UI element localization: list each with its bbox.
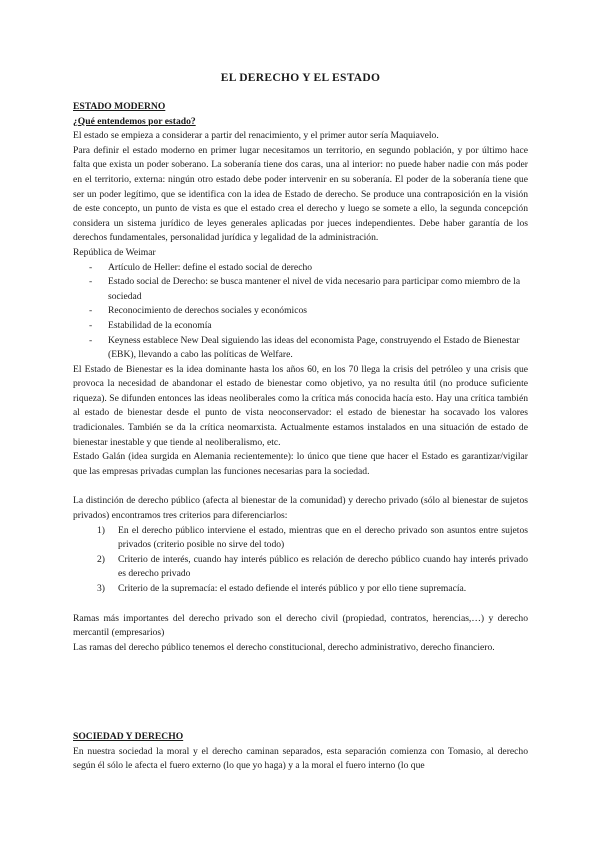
list-item: - Estado social de Derecho: se busca mantener el nivel de vida necesario para participar como miembro de la sociedad (89, 275, 528, 304)
list-item-text: En el derecho público interviene el estado, mientras que en el derecho privado son asuntos entre sujetos privados (criterio posible no sirve del todo) (118, 524, 528, 551)
list-number: 3) (97, 583, 105, 594)
page-title: EL DERECHO Y EL ESTADO (220, 72, 381, 84)
section-sociedad-derecho (73, 730, 528, 774)
paragraph: La distinción de derecho público (afecta al bienestar de la comunidad) y derecho privado (sólo al bienestar de sujetos privados) encontramos tres criterios para diferenciarlos: (73, 495, 528, 522)
list-item: - Keyness establece New Deal siguiendo las ideas del economista Page, construyendo el Estado de Bienestar (EBK), llevando a cabo las políticas de Welfare. (89, 334, 528, 363)
list-item: - Reconocimiento de derechos sociales y económicos (89, 304, 528, 319)
paragraph: Ramas más importantes del derecho privado son el derecho civil (propiedad, contratos, herencias,…) y derecho mercantil (empresarios) (73, 612, 528, 639)
subsection-heading: ¿Qué entendemos por estado? (73, 115, 196, 127)
list-item (97, 553, 528, 582)
paragraph: Para definir el estado moderno en primer lugar necesitamos un territorio, en segundo población, y por último hace falta que exista un poder soberano. La soberanía tiene dos caras, una al interior: no puede haber nadie con más poder en el territorio, externa: ningún otro estado debe poder intervenir en su soberanía. El poder de la soberanía tiene que ser un poder legítimo, que se identifica con la idea de Estado de derecho. Se produce una contraposición en la visión de este concepto, un punto de vista es que el estado crea el derecho y luego se somete a ello, la segunda concepción considera un sistema jurídico de leyes generales aplicadas por jueces independientes. Debe haber garantía de los derechos fundamentales, personalidad jurídica y legalidad de la administración. (73, 144, 528, 244)
list-item (97, 582, 528, 597)
paragraph: En nuestra sociedad la moral y el derecho caminan separados, esta separación comienza con Tomasio, al derecho según él sólo le afecta el fuero externo (lo que yo haga) y a la moral el fuero interno (lo que (73, 745, 528, 772)
paragraph: Estado Galán (idea surgida en Alemania recientemente): lo único que tiene que hacer el Estado es garantizar/vigilar que las empresas privadas cumplan las funciones necesarias para la sociedad. (73, 451, 528, 477)
section-heading: SOCIEDAD Y DERECHO (73, 731, 184, 742)
bullet-list (73, 261, 528, 363)
list-number: 1) (97, 524, 105, 536)
paragraph: El Estado de Bienestar es la idea dominante hasta los años 60, en los 70 llega la crisis del petróleo y una crisis que provoca la necesidad de abandonar el estado de bienestar como objetivo, ya no resulta útil (no produce suficiente riqueza). Se difunden entonces las ideas neoliberales como la crítica más conocida hacía esto. Hay una crítica también al estado de bienestar desde el punto de vista neoconservador: el estado de bienestar ha socavado los valores tradicionales. También se da la crítica neomarxista. Actualmente estamos instalados en una situación de estado de bienestar inestable y que tiende al neoliberalismo, etc. (73, 363, 528, 448)
section-heading: ESTADO MODERNO (73, 101, 166, 112)
list-item: - Estabilidad de la economía (89, 319, 528, 334)
list-item: - Artículo de Heller: define el estado social de derecho (89, 261, 528, 276)
paragraph: República de Weimar (73, 246, 156, 258)
list-item-text: Criterio de interés, cuando hay interés público es relación de derecho público cuando hay interés privado es derecho privado (118, 553, 528, 580)
numbered-list (73, 524, 528, 597)
list-number: 2) (97, 553, 105, 565)
paragraph: Las ramas del derecho público tenemos el derecho constitucional, derecho administrativo, derecho financiero. (73, 641, 495, 653)
paragraph: El estado se empieza a considerar a partir del renacimiento, y el primer autor sería Maquiavelo. (73, 130, 439, 142)
list-item-text: Criterio de la supremacía: el estado defiende el interés público y por ello tiene supremacía. (118, 583, 467, 594)
section-estado-moderno (73, 100, 528, 655)
list-item (97, 524, 528, 553)
